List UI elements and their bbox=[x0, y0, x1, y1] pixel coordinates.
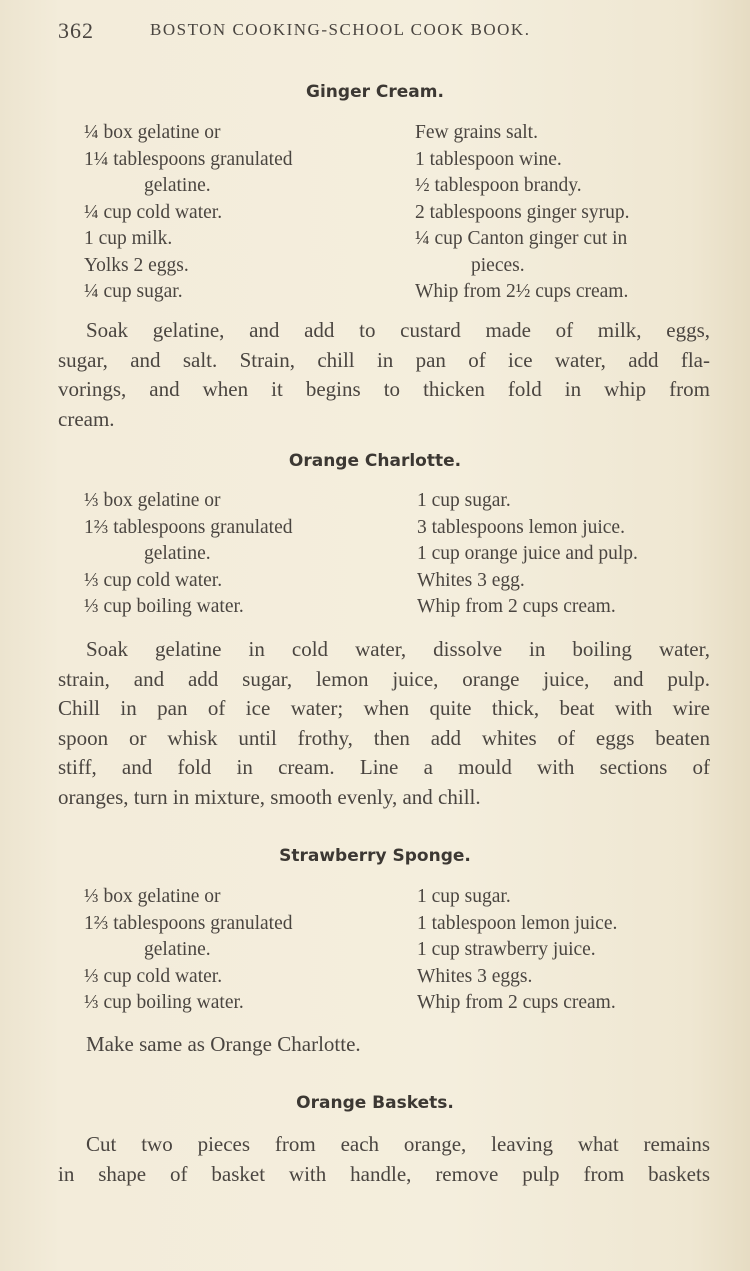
ingredient: ¼ cup cold water. bbox=[84, 201, 223, 223]
recipe-heading-orange-baskets: Orange Baskets. bbox=[296, 1093, 454, 1113]
method-orange bbox=[58, 635, 710, 812]
ingredient: ¼ cup Canton ginger cut in bbox=[415, 228, 628, 249]
ingredient: ¼ box gelatine or bbox=[84, 122, 221, 143]
ingredient: ⅓ cup boiling water. bbox=[84, 596, 244, 617]
page-number: 362 bbox=[58, 18, 94, 43]
method-line: Soak gelatine, and add to custard made of milk, eggs, bbox=[86, 318, 710, 342]
ingredient: ⅓ box gelatine or bbox=[84, 490, 221, 511]
ingredient: Whites 3 eggs. bbox=[417, 965, 533, 987]
ingredient: 3 tablespoons lemon juice. bbox=[417, 516, 625, 538]
ingredient: Whites 3 egg. bbox=[417, 569, 525, 591]
method-strawberry bbox=[58, 1030, 710, 1060]
ingredient: ⅓ box gelatine or bbox=[84, 886, 221, 907]
method-line: cream. bbox=[58, 406, 115, 431]
ingredient: gelatine. bbox=[144, 543, 211, 564]
ingredient: Whip from 2 cups cream. bbox=[417, 596, 616, 617]
method-line: Soak gelatine in cold water, dissolve in boiling water, bbox=[86, 637, 710, 661]
method-line: Make same as Orange Charlotte. bbox=[86, 1032, 361, 1056]
ingredient: 1¼ tablespoons granulated bbox=[84, 148, 293, 170]
ingredient: 1 tablespoon lemon juice. bbox=[417, 912, 618, 934]
ingredient: ½ tablespoon brandy. bbox=[415, 175, 582, 196]
ingredient: gelatine. bbox=[144, 175, 211, 196]
recipe-heading-ginger-cream: Ginger Cream. bbox=[306, 82, 444, 102]
ingredient: ¼ cup sugar. bbox=[84, 281, 183, 302]
ingredient: 1 cup sugar. bbox=[417, 886, 511, 907]
ingredients-left-ginger bbox=[84, 120, 293, 306]
method-line: Cut two pieces from each orange, leaving what remains bbox=[86, 1132, 710, 1156]
ingredient: 1⅔ tablespoons granulated bbox=[84, 516, 293, 538]
ingredients-left-strawberry bbox=[84, 884, 293, 1017]
method-ginger bbox=[58, 316, 710, 434]
method-line: stiff, and fold in cream. Line a mould with sections of bbox=[58, 755, 710, 779]
ingredient: 2 tablespoons ginger syrup. bbox=[415, 201, 630, 223]
ingredient: gelatine. bbox=[144, 939, 211, 960]
ingredient: 1⅔ tablespoons granulated bbox=[84, 912, 293, 934]
ingredient: Whip from 2½ cups cream. bbox=[415, 281, 629, 302]
method-line: sugar, and salt. Strain, chill in pan of ice water, add fla- bbox=[58, 347, 710, 372]
method-baskets bbox=[58, 1130, 710, 1189]
method-line: oranges, turn in mixture, smooth evenly, and chill. bbox=[58, 784, 481, 809]
ingredients-right-strawberry bbox=[417, 884, 617, 1017]
recipe-heading-orange-charlotte: Orange Charlotte. bbox=[288, 451, 462, 471]
ingredients-right-orange bbox=[417, 488, 638, 621]
ingredient: 1 cup orange juice and pulp. bbox=[417, 543, 638, 564]
ingredient: ⅓ cup cold water. bbox=[84, 569, 223, 591]
method-line: vorings, and when it begins to thicken fold in whip from bbox=[58, 377, 710, 401]
recipe-heading-strawberry-sponge: Strawberry Sponge. bbox=[279, 846, 471, 866]
ingredients-left-orange bbox=[84, 488, 293, 621]
ingredient: pieces. bbox=[471, 254, 525, 276]
ingredients-right-ginger bbox=[415, 120, 629, 306]
running-head bbox=[58, 18, 710, 48]
ingredient: 1 cup milk. bbox=[84, 228, 173, 249]
ingredient: 1 cup strawberry juice. bbox=[417, 939, 596, 960]
method-line: in shape of basket with handle, remove pulp from baskets bbox=[58, 1161, 710, 1186]
method-line: strain, and add sugar, lemon juice, orange juice, and pulp. bbox=[58, 666, 710, 691]
ingredient: ⅓ cup cold water. bbox=[84, 965, 223, 987]
ingredient: Yolks 2 eggs. bbox=[84, 254, 189, 276]
ingredient: 1 tablespoon wine. bbox=[415, 148, 562, 170]
ingredient: ⅓ cup boiling water. bbox=[84, 992, 244, 1013]
method-line: Chill in pan of ice water; when quite thick, beat with wire bbox=[58, 696, 710, 720]
book-title: BOSTON COOKING-SCHOOL COOK BOOK. bbox=[150, 20, 531, 39]
method-line: spoon or whisk until frothy, then add whites of eggs beaten bbox=[58, 725, 710, 750]
ingredient: Whip from 2 cups cream. bbox=[417, 992, 616, 1013]
ingredient: 1 cup sugar. bbox=[417, 490, 511, 511]
ingredient: Few grains salt. bbox=[415, 122, 538, 143]
